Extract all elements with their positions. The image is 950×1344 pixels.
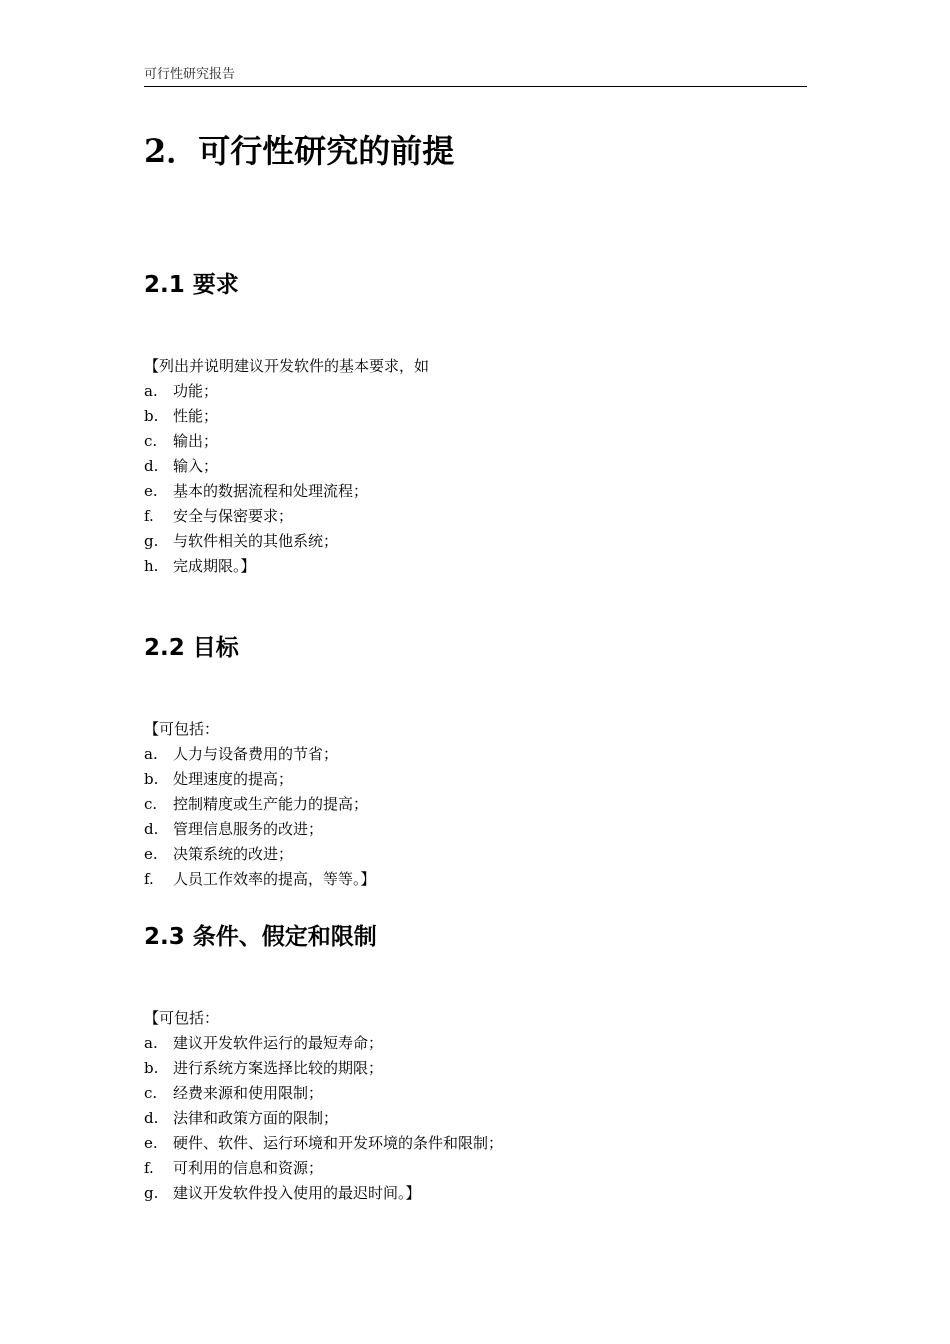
goal-list bbox=[144, 742, 784, 892]
list-marker: d. bbox=[144, 1109, 159, 1127]
list-item bbox=[144, 767, 784, 792]
section-intro: 【可包括： bbox=[144, 1009, 220, 1027]
list-item bbox=[144, 1156, 784, 1181]
running-header: 可行性研究报告 bbox=[144, 67, 236, 82]
list-item bbox=[144, 842, 784, 867]
list-marker: g. bbox=[144, 1184, 159, 1202]
list-item-text: 性能； bbox=[173, 407, 219, 425]
list-item-text: 输入； bbox=[173, 457, 219, 475]
requirement-list bbox=[144, 379, 784, 579]
list-item bbox=[144, 867, 784, 892]
list-item-text: 输出； bbox=[173, 432, 219, 450]
section-title-2-3: 2.3 条件、假定和限制 bbox=[144, 924, 377, 950]
list-item-text: 人力与设备费用的节省； bbox=[173, 745, 339, 763]
list-marker: e. bbox=[144, 1134, 158, 1152]
list-item-text: 硬件、软件、运行环境和开发环境的条件和限制； bbox=[173, 1134, 504, 1152]
chapter-title: 2．可行性研究的前提 bbox=[144, 132, 455, 170]
list-item bbox=[144, 479, 784, 504]
list-item bbox=[144, 404, 784, 429]
list-marker: f. bbox=[144, 1159, 154, 1177]
list-marker: f. bbox=[144, 870, 154, 888]
list-marker: d. bbox=[144, 457, 159, 475]
list-item-text: 决策系统的改进； bbox=[173, 845, 294, 863]
list-item-text: 建议开发软件运行的最短寿命； bbox=[173, 1034, 384, 1052]
list-item bbox=[144, 792, 784, 817]
list-item bbox=[144, 1056, 784, 1081]
section-intro: 【可包括： bbox=[144, 720, 220, 738]
list-marker: a. bbox=[144, 745, 158, 763]
list-item bbox=[144, 1081, 784, 1106]
section-intro: 【列出并说明建议开发软件的基本要求，如 bbox=[144, 357, 430, 375]
list-item-text: 安全与保密要求； bbox=[173, 507, 294, 525]
list-item-text: 完成期限。】 bbox=[173, 557, 256, 575]
list-marker: b. bbox=[144, 1059, 159, 1077]
list-item bbox=[144, 379, 784, 404]
list-item bbox=[144, 1131, 784, 1156]
list-item bbox=[144, 554, 784, 579]
list-item bbox=[144, 817, 784, 842]
list-marker: f. bbox=[144, 507, 154, 525]
list-marker: g. bbox=[144, 532, 159, 550]
list-marker: c. bbox=[144, 1084, 158, 1102]
list-item-text: 基本的数据流程和处理流程； bbox=[173, 482, 369, 500]
list-item-text: 进行系统方案选择比较的期限； bbox=[173, 1059, 384, 1077]
list-marker: a. bbox=[144, 382, 158, 400]
section-title-2-2: 2.2 目标 bbox=[144, 635, 239, 661]
list-item bbox=[144, 454, 784, 479]
list-item bbox=[144, 1106, 784, 1131]
list-marker: a. bbox=[144, 1034, 158, 1052]
list-marker: d. bbox=[144, 820, 159, 838]
list-item-text: 人员工作效率的提高，等等。】 bbox=[173, 870, 376, 888]
section-body-2-1 bbox=[144, 354, 784, 579]
section-title-2-1: 2.1 要求 bbox=[144, 272, 239, 298]
list-item-text: 与软件相关的其他系统； bbox=[173, 532, 339, 550]
list-marker: h. bbox=[144, 557, 159, 575]
list-item-text: 可利用的信息和资源； bbox=[173, 1159, 324, 1177]
constraint-list bbox=[144, 1031, 784, 1206]
section-body-2-2 bbox=[144, 717, 784, 892]
list-item-text: 建议开发软件投入使用的最迟时间。】 bbox=[173, 1184, 421, 1202]
list-item-text: 法律和政策方面的限制； bbox=[173, 1109, 339, 1127]
list-marker: e. bbox=[144, 845, 158, 863]
list-item bbox=[144, 1181, 784, 1206]
list-item-text: 控制精度或生产能力的提高； bbox=[173, 795, 369, 813]
section-body-2-3 bbox=[144, 1006, 784, 1206]
list-item bbox=[144, 504, 784, 529]
list-marker: e. bbox=[144, 482, 158, 500]
list-item bbox=[144, 429, 784, 454]
list-item bbox=[144, 529, 784, 554]
header-rule bbox=[144, 86, 807, 87]
list-marker: b. bbox=[144, 407, 159, 425]
list-marker: c. bbox=[144, 795, 158, 813]
list-item-text: 处理速度的提高； bbox=[173, 770, 294, 788]
list-item bbox=[144, 1031, 784, 1056]
list-marker: c. bbox=[144, 432, 158, 450]
list-item bbox=[144, 742, 784, 767]
list-item-text: 经费来源和使用限制； bbox=[173, 1084, 324, 1102]
list-item-text: 管理信息服务的改进； bbox=[173, 820, 324, 838]
list-item-text: 功能； bbox=[173, 382, 219, 400]
list-marker: b. bbox=[144, 770, 159, 788]
